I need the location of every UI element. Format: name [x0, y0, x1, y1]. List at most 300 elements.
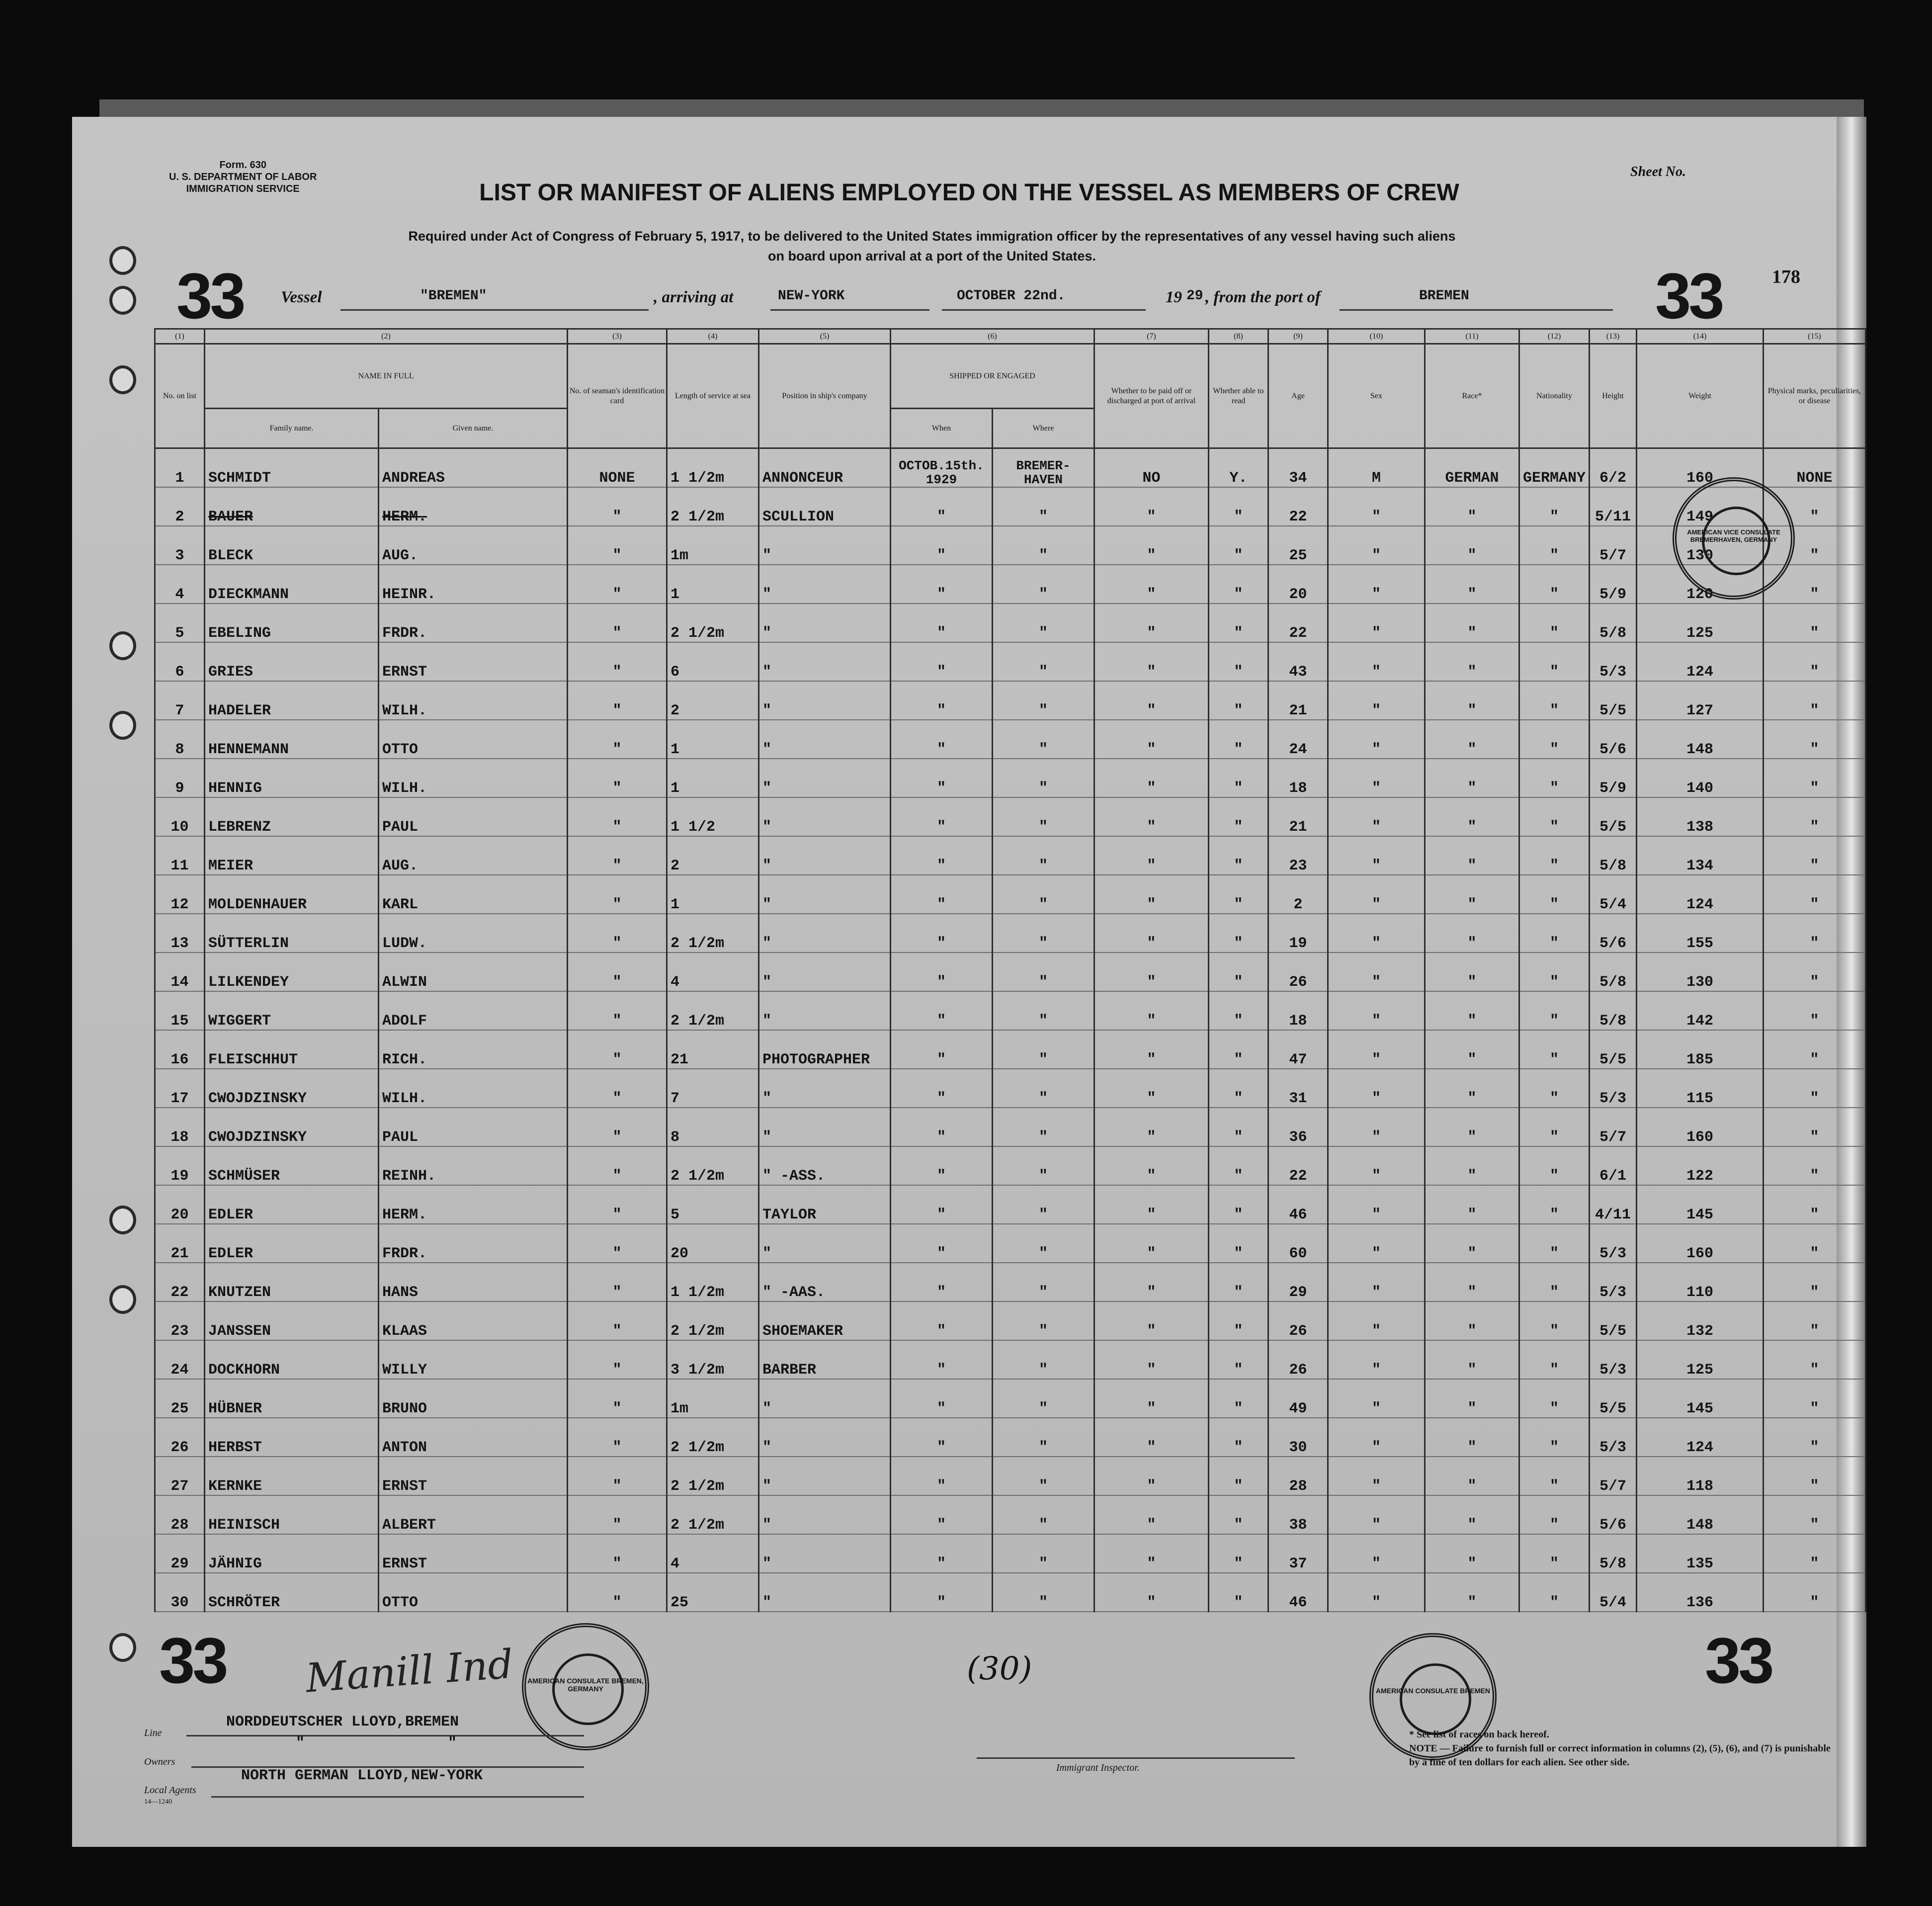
cell-when: " [891, 1379, 993, 1418]
consulate-stamp-left [522, 1623, 649, 1750]
punch-hole [109, 1206, 136, 1234]
cell-card: " [568, 1069, 667, 1108]
cell-given: ANDREAS [379, 448, 568, 488]
cell-given: PAUL [379, 1108, 568, 1146]
cell-no: 5 [155, 604, 205, 642]
col-num: (6) [891, 329, 1094, 344]
cell-marks: " [1764, 565, 1866, 604]
cell-paid: " [1094, 565, 1209, 604]
cell-nat: " [1519, 1534, 1590, 1573]
header-able-read: Whether able to read [1209, 344, 1268, 448]
cell-race: " [1425, 1030, 1519, 1069]
header-when: When [891, 409, 993, 448]
cell-card: " [568, 953, 667, 991]
header-length-service: Length of service at sea [667, 344, 759, 448]
cell-position: " [759, 1224, 891, 1263]
cell-marks: " [1764, 914, 1866, 953]
stamp-text: AMERICAN VICE CONSULATE BREMERHAVEN, GERMANY [1687, 528, 1780, 543]
cell-card: " [568, 565, 667, 604]
cell-read: " [1209, 1301, 1268, 1340]
cell-sex: " [1328, 1224, 1425, 1263]
cell-read: " [1209, 604, 1268, 642]
cell-service: 21 [667, 1030, 759, 1069]
cell-position: " [759, 1457, 891, 1495]
cell-no: 28 [155, 1495, 205, 1534]
from-label: , from the port of [1205, 288, 1321, 306]
cell-height: 4/11 [1590, 1185, 1637, 1224]
cell-race: " [1425, 1263, 1519, 1301]
cell-paid: " [1094, 1301, 1209, 1340]
cell-age: 18 [1268, 991, 1328, 1030]
cell-when: " [891, 1146, 993, 1185]
cell-age: 22 [1268, 487, 1328, 526]
cell-card: " [568, 1108, 667, 1146]
cell-marks: " [1764, 836, 1866, 875]
cell-given: FRDR. [379, 1224, 568, 1263]
table-row [155, 1495, 1866, 1534]
cell-paid: " [1094, 836, 1209, 875]
cell-read: " [1209, 836, 1268, 875]
cell-marks: " [1764, 1418, 1866, 1457]
cell-sex: " [1328, 487, 1425, 526]
cell-read: " [1209, 953, 1268, 991]
cell-card: " [568, 1185, 667, 1224]
cell-family: WIGGERT [205, 991, 379, 1030]
cell-service: 1 [667, 720, 759, 759]
cell-marks: " [1764, 1146, 1866, 1185]
cell-given: PAUL [379, 797, 568, 836]
cell-when: " [891, 1573, 993, 1612]
cell-marks: " [1764, 1573, 1866, 1612]
cell-nat: " [1519, 836, 1590, 875]
col-num: (14) [1637, 329, 1764, 344]
cell-given: ERNST [379, 1457, 568, 1495]
stamp-text: AMERICAN CONSULATE BREMEN [1376, 1687, 1490, 1695]
header-position: Position in ship's company [759, 344, 891, 448]
cell-sex: " [1328, 1495, 1425, 1534]
col-num: (15) [1764, 329, 1866, 344]
cell-race: " [1425, 1418, 1519, 1457]
cell-card: " [568, 604, 667, 642]
cell-service: 6 [667, 642, 759, 681]
cell-height: 5/6 [1590, 914, 1637, 953]
cell-age: 46 [1268, 1573, 1328, 1612]
cell-family: DOCKHORN [205, 1340, 379, 1379]
cell-given: WILLY [379, 1340, 568, 1379]
cell-no: 15 [155, 991, 205, 1030]
cell-position: PHOTOGRAPHER [759, 1030, 891, 1069]
cell-no: 25 [155, 1379, 205, 1418]
cell-service: 4 [667, 1534, 759, 1573]
cell-where: " [993, 1146, 1094, 1185]
cell-age: 23 [1268, 836, 1328, 875]
cell-sex: " [1328, 1573, 1425, 1612]
cell-height: 5/3 [1590, 1224, 1637, 1263]
cell-age: 26 [1268, 1340, 1328, 1379]
arriving-label: , arriving at [654, 288, 734, 306]
cell-age: 60 [1268, 1224, 1328, 1263]
cell-family: SÜTTERLIN [205, 914, 379, 953]
cell-age: 2 [1268, 875, 1328, 914]
cell-age: 38 [1268, 1495, 1328, 1534]
cell-age: 20 [1268, 565, 1328, 604]
cell-no: 10 [155, 797, 205, 836]
cell-where: " [993, 565, 1094, 604]
cell-race: " [1425, 1224, 1519, 1263]
cell-family: KNUTZEN [205, 1263, 379, 1301]
cell-weight: 149 [1637, 487, 1764, 526]
cell-given: OTTO [379, 720, 568, 759]
cell-nat: " [1519, 875, 1590, 914]
cell-position: " [759, 681, 891, 720]
header-height: Height [1590, 344, 1637, 448]
cell-family: JÄHNIG [205, 1534, 379, 1573]
cell-paid: " [1094, 526, 1209, 565]
cell-age: 31 [1268, 1069, 1328, 1108]
cell-weight: 132 [1637, 1301, 1764, 1340]
cell-family: SCHMÜSER [205, 1146, 379, 1185]
cell-paid: NO [1094, 448, 1209, 488]
cell-family: CWOJDZINSKY [205, 1069, 379, 1108]
cell-race: " [1425, 1534, 1519, 1573]
cell-nat: " [1519, 1457, 1590, 1495]
cell-position: " [759, 642, 891, 681]
cell-position: " [759, 836, 891, 875]
cell-given: HEINR. [379, 565, 568, 604]
cell-height: 5/8 [1590, 1534, 1637, 1573]
cell-no: 8 [155, 720, 205, 759]
cell-no: 1 [155, 448, 205, 488]
cell-race: " [1425, 526, 1519, 565]
header-family-name: Family name. [205, 409, 379, 448]
cell-marks: " [1764, 1457, 1866, 1495]
cell-height: 5/8 [1590, 604, 1637, 642]
cell-paid: " [1094, 604, 1209, 642]
cell-paid: " [1094, 1108, 1209, 1146]
note-penalty: NOTE — Failure to furnish full or correct information in columns (2), (5), (6), and (7) is punishable by a fine of ten dollars for each alien. See other side. [1409, 1743, 1831, 1768]
cell-marks: " [1764, 759, 1866, 797]
cell-paid: " [1094, 487, 1209, 526]
cell-no: 23 [155, 1301, 205, 1340]
header-weight: Weight [1637, 344, 1764, 448]
cell-nat: " [1519, 487, 1590, 526]
cell-no: 13 [155, 914, 205, 953]
vice-consulate-stamp [1673, 477, 1795, 600]
cell-age: 26 [1268, 953, 1328, 991]
cell-age: 22 [1268, 604, 1328, 642]
cell-race: " [1425, 1573, 1519, 1612]
cell-sex: " [1328, 1185, 1425, 1224]
cell-service: 1m [667, 1379, 759, 1418]
cell-height: 5/8 [1590, 991, 1637, 1030]
cell-no: 27 [155, 1457, 205, 1495]
cell-marks: " [1764, 875, 1866, 914]
cell-race: " [1425, 720, 1519, 759]
cell-nat: " [1519, 1301, 1590, 1340]
cell-no: 2 [155, 487, 205, 526]
cell-race: " [1425, 797, 1519, 836]
cell-height: 5/11 [1590, 487, 1637, 526]
header-age: Age [1268, 344, 1328, 448]
cell-nat: " [1519, 1379, 1590, 1418]
cell-card: " [568, 1146, 667, 1185]
cell-card: " [568, 1457, 667, 1495]
document-title: LIST OR MANIFEST OF ALIENS EMPLOYED ON THE VESSEL AS MEMBERS OF CREW [479, 179, 1459, 206]
cell-age: 26 [1268, 1301, 1328, 1340]
header-marks: Physical marks, peculiarities, or disease [1764, 344, 1866, 448]
cell-given: HERM. [379, 487, 568, 526]
cell-weight: 145 [1637, 1185, 1764, 1224]
cell-where: " [993, 1573, 1094, 1612]
cell-marks: NONE [1764, 448, 1866, 488]
cell-family: DIECKMANN [205, 565, 379, 604]
department: U. S. DEPARTMENT OF LABOR [169, 172, 317, 182]
table-row [155, 836, 1866, 875]
cell-nat: " [1519, 914, 1590, 953]
cell-race: " [1425, 487, 1519, 526]
cell-where: " [993, 1301, 1094, 1340]
table-row [155, 1185, 1866, 1224]
cell-read: " [1209, 1069, 1268, 1108]
cell-read: " [1209, 759, 1268, 797]
cell-card: " [568, 991, 667, 1030]
cell-marks: " [1764, 487, 1866, 526]
punch-hole [109, 365, 136, 394]
cell-when: " [891, 836, 993, 875]
cell-weight: 127 [1637, 681, 1764, 720]
cell-paid: " [1094, 1573, 1209, 1612]
list-number-top-left: 33 [176, 260, 244, 332]
cell-service: 2 1/2m [667, 487, 759, 526]
cell-race: " [1425, 604, 1519, 642]
cell-service: 2 1/2m [667, 991, 759, 1030]
cell-nat: " [1519, 1224, 1590, 1263]
cell-position: " -ASS. [759, 1146, 891, 1185]
cell-sex: " [1328, 797, 1425, 836]
cell-nat: " [1519, 1495, 1590, 1534]
table-row [155, 1146, 1866, 1185]
col-num: (3) [568, 329, 667, 344]
cell-sex: " [1328, 1146, 1425, 1185]
cell-nat: " [1519, 642, 1590, 681]
table-row [155, 797, 1866, 836]
cell-race: " [1425, 1457, 1519, 1495]
cell-position: " [759, 1418, 891, 1457]
cell-nat: " [1519, 1418, 1590, 1457]
col-num: (1) [155, 329, 205, 344]
cell-weight: 130 [1637, 953, 1764, 991]
cell-position: SCULLION [759, 487, 891, 526]
cell-where: " [993, 914, 1094, 953]
form-code: 14—1240 [144, 1798, 172, 1806]
cell-marks: " [1764, 1301, 1866, 1340]
cell-nat: " [1519, 526, 1590, 565]
header-paid-off: Whether to be paid off or discharged at port of arrival [1094, 344, 1209, 448]
cell-no: 17 [155, 1069, 205, 1108]
cell-where: " [993, 1263, 1094, 1301]
cell-sex: " [1328, 914, 1425, 953]
cell-given: KARL [379, 875, 568, 914]
cell-when: " [891, 1301, 993, 1340]
column-number-row [155, 329, 1866, 344]
cell-sex: " [1328, 1340, 1425, 1379]
cell-card: " [568, 720, 667, 759]
cell-read: " [1209, 1263, 1268, 1301]
cell-position: " [759, 720, 891, 759]
year-prefix: 19 [1166, 288, 1182, 306]
cell-card: " [568, 875, 667, 914]
cell-service: 2 1/2m [667, 1495, 759, 1534]
cell-no: 4 [155, 565, 205, 604]
cell-position: " [759, 1108, 891, 1146]
cell-position: " [759, 991, 891, 1030]
cell-height: 5/7 [1590, 1457, 1637, 1495]
cell-where: " [993, 1457, 1094, 1495]
cell-paid: " [1094, 1340, 1209, 1379]
cell-weight: 134 [1637, 836, 1764, 875]
table-row [155, 1301, 1866, 1340]
cell-card: " [568, 526, 667, 565]
cell-race: " [1425, 1108, 1519, 1146]
cell-no: 24 [155, 1340, 205, 1379]
cell-where: " [993, 604, 1094, 642]
cell-no: 3 [155, 526, 205, 565]
cell-weight: 120 [1637, 565, 1764, 604]
cell-age: 24 [1268, 720, 1328, 759]
table-row [155, 1573, 1866, 1612]
cell-where: " [993, 642, 1094, 681]
footer-notes [1409, 1728, 1837, 1769]
cell-paid: " [1094, 1224, 1209, 1263]
cell-family: HEINISCH [205, 1495, 379, 1534]
cell-read: " [1209, 1030, 1268, 1069]
cell-given: LUDW. [379, 914, 568, 953]
cell-sex: " [1328, 1108, 1425, 1146]
table-row [155, 759, 1866, 797]
cell-paid: " [1094, 1379, 1209, 1418]
table-row [155, 1108, 1866, 1146]
cell-when: " [891, 720, 993, 759]
cell-height: 5/9 [1590, 565, 1637, 604]
table-row [155, 526, 1866, 565]
port-underline [770, 309, 929, 311]
cell-family: KERNKE [205, 1457, 379, 1495]
cell-weight: 148 [1637, 1495, 1764, 1534]
cell-race: " [1425, 1185, 1519, 1224]
cell-position: " [759, 1573, 891, 1612]
cell-nat: " [1519, 1340, 1590, 1379]
cell-position: " [759, 797, 891, 836]
cell-read: " [1209, 487, 1268, 526]
cell-no: 19 [155, 1146, 205, 1185]
cell-race: " [1425, 642, 1519, 681]
cell-service: 1 [667, 759, 759, 797]
cell-read: " [1209, 1340, 1268, 1379]
table-row [155, 565, 1866, 604]
agents-underline [211, 1796, 584, 1798]
cell-given: ALWIN [379, 953, 568, 991]
cell-paid: " [1094, 1263, 1209, 1301]
cell-paid: " [1094, 1418, 1209, 1457]
subtitle-line-1: Required under Act of Congress of February 5, 1917, to be delivered to the United States immigration officer by the representatives of any vessel having such aliens [408, 229, 1456, 244]
cell-where: " [993, 487, 1094, 526]
note-races: * See list of races on back hereof. [1409, 1729, 1549, 1740]
cell-nat: " [1519, 1108, 1590, 1146]
cell-sex: " [1328, 526, 1425, 565]
cell-weight: 155 [1637, 914, 1764, 953]
cell-weight: 185 [1637, 1030, 1764, 1069]
cell-paid: " [1094, 642, 1209, 681]
cell-when: " [891, 1534, 993, 1573]
cell-where: " [993, 836, 1094, 875]
cell-sex: " [1328, 875, 1425, 914]
cell-height: 5/3 [1590, 642, 1637, 681]
crew-total: (30) [967, 1650, 1032, 1687]
cell-paid: " [1094, 1534, 1209, 1573]
cell-card: " [568, 487, 667, 526]
cell-sex: " [1328, 1457, 1425, 1495]
cell-service: 2 1/2m [667, 1301, 759, 1340]
cell-read: " [1209, 1108, 1268, 1146]
cell-height: 6/1 [1590, 1146, 1637, 1185]
cell-where: " [993, 991, 1094, 1030]
cell-card: " [568, 797, 667, 836]
cell-age: 22 [1268, 1146, 1328, 1185]
cell-read: " [1209, 914, 1268, 953]
cell-no: 16 [155, 1030, 205, 1069]
agents-label: Local Agents [144, 1785, 196, 1796]
cell-when: " [891, 1263, 993, 1301]
cell-when: OCTOB.15th. 1929 [891, 448, 993, 488]
cell-age: 18 [1268, 759, 1328, 797]
header-sex: Sex [1328, 344, 1425, 448]
cell-when: " [891, 1108, 993, 1146]
table-row [155, 1340, 1866, 1379]
date-underline [942, 309, 1146, 311]
cell-no: 14 [155, 953, 205, 991]
cell-nat: " [1519, 720, 1590, 759]
sheet-no-label: Sheet No. [1630, 164, 1686, 179]
cell-no: 22 [155, 1263, 205, 1301]
cell-weight: 142 [1637, 991, 1764, 1030]
cell-nat: " [1519, 1146, 1590, 1185]
cell-race: " [1425, 836, 1519, 875]
cell-card: NONE [568, 448, 667, 488]
cell-weight: 135 [1637, 1534, 1764, 1573]
cell-given: ANTON [379, 1418, 568, 1457]
cell-family: HÜBNER [205, 1379, 379, 1418]
cell-marks: " [1764, 1069, 1866, 1108]
cell-race: " [1425, 991, 1519, 1030]
col-num: (10) [1328, 329, 1425, 344]
cell-age: 28 [1268, 1457, 1328, 1495]
cell-when: " [891, 487, 993, 526]
header-no-on-list: No. on list [155, 344, 205, 448]
cell-nat: " [1519, 604, 1590, 642]
cell-given: REINH. [379, 1146, 568, 1185]
cell-weight: 122 [1637, 1146, 1764, 1185]
cell-marks: " [1764, 1340, 1866, 1379]
inspector-signature-line [977, 1757, 1295, 1759]
cell-service: 5 [667, 1185, 759, 1224]
list-number-bottom-left: 33 [159, 1624, 226, 1697]
form-number: Form. 630 [219, 160, 266, 171]
cell-read: " [1209, 1146, 1268, 1185]
cell-sex: " [1328, 565, 1425, 604]
cell-family: BAUER [205, 487, 379, 526]
cell-service: 1 1/2m [667, 1263, 759, 1301]
cell-height: 5/6 [1590, 1495, 1637, 1534]
